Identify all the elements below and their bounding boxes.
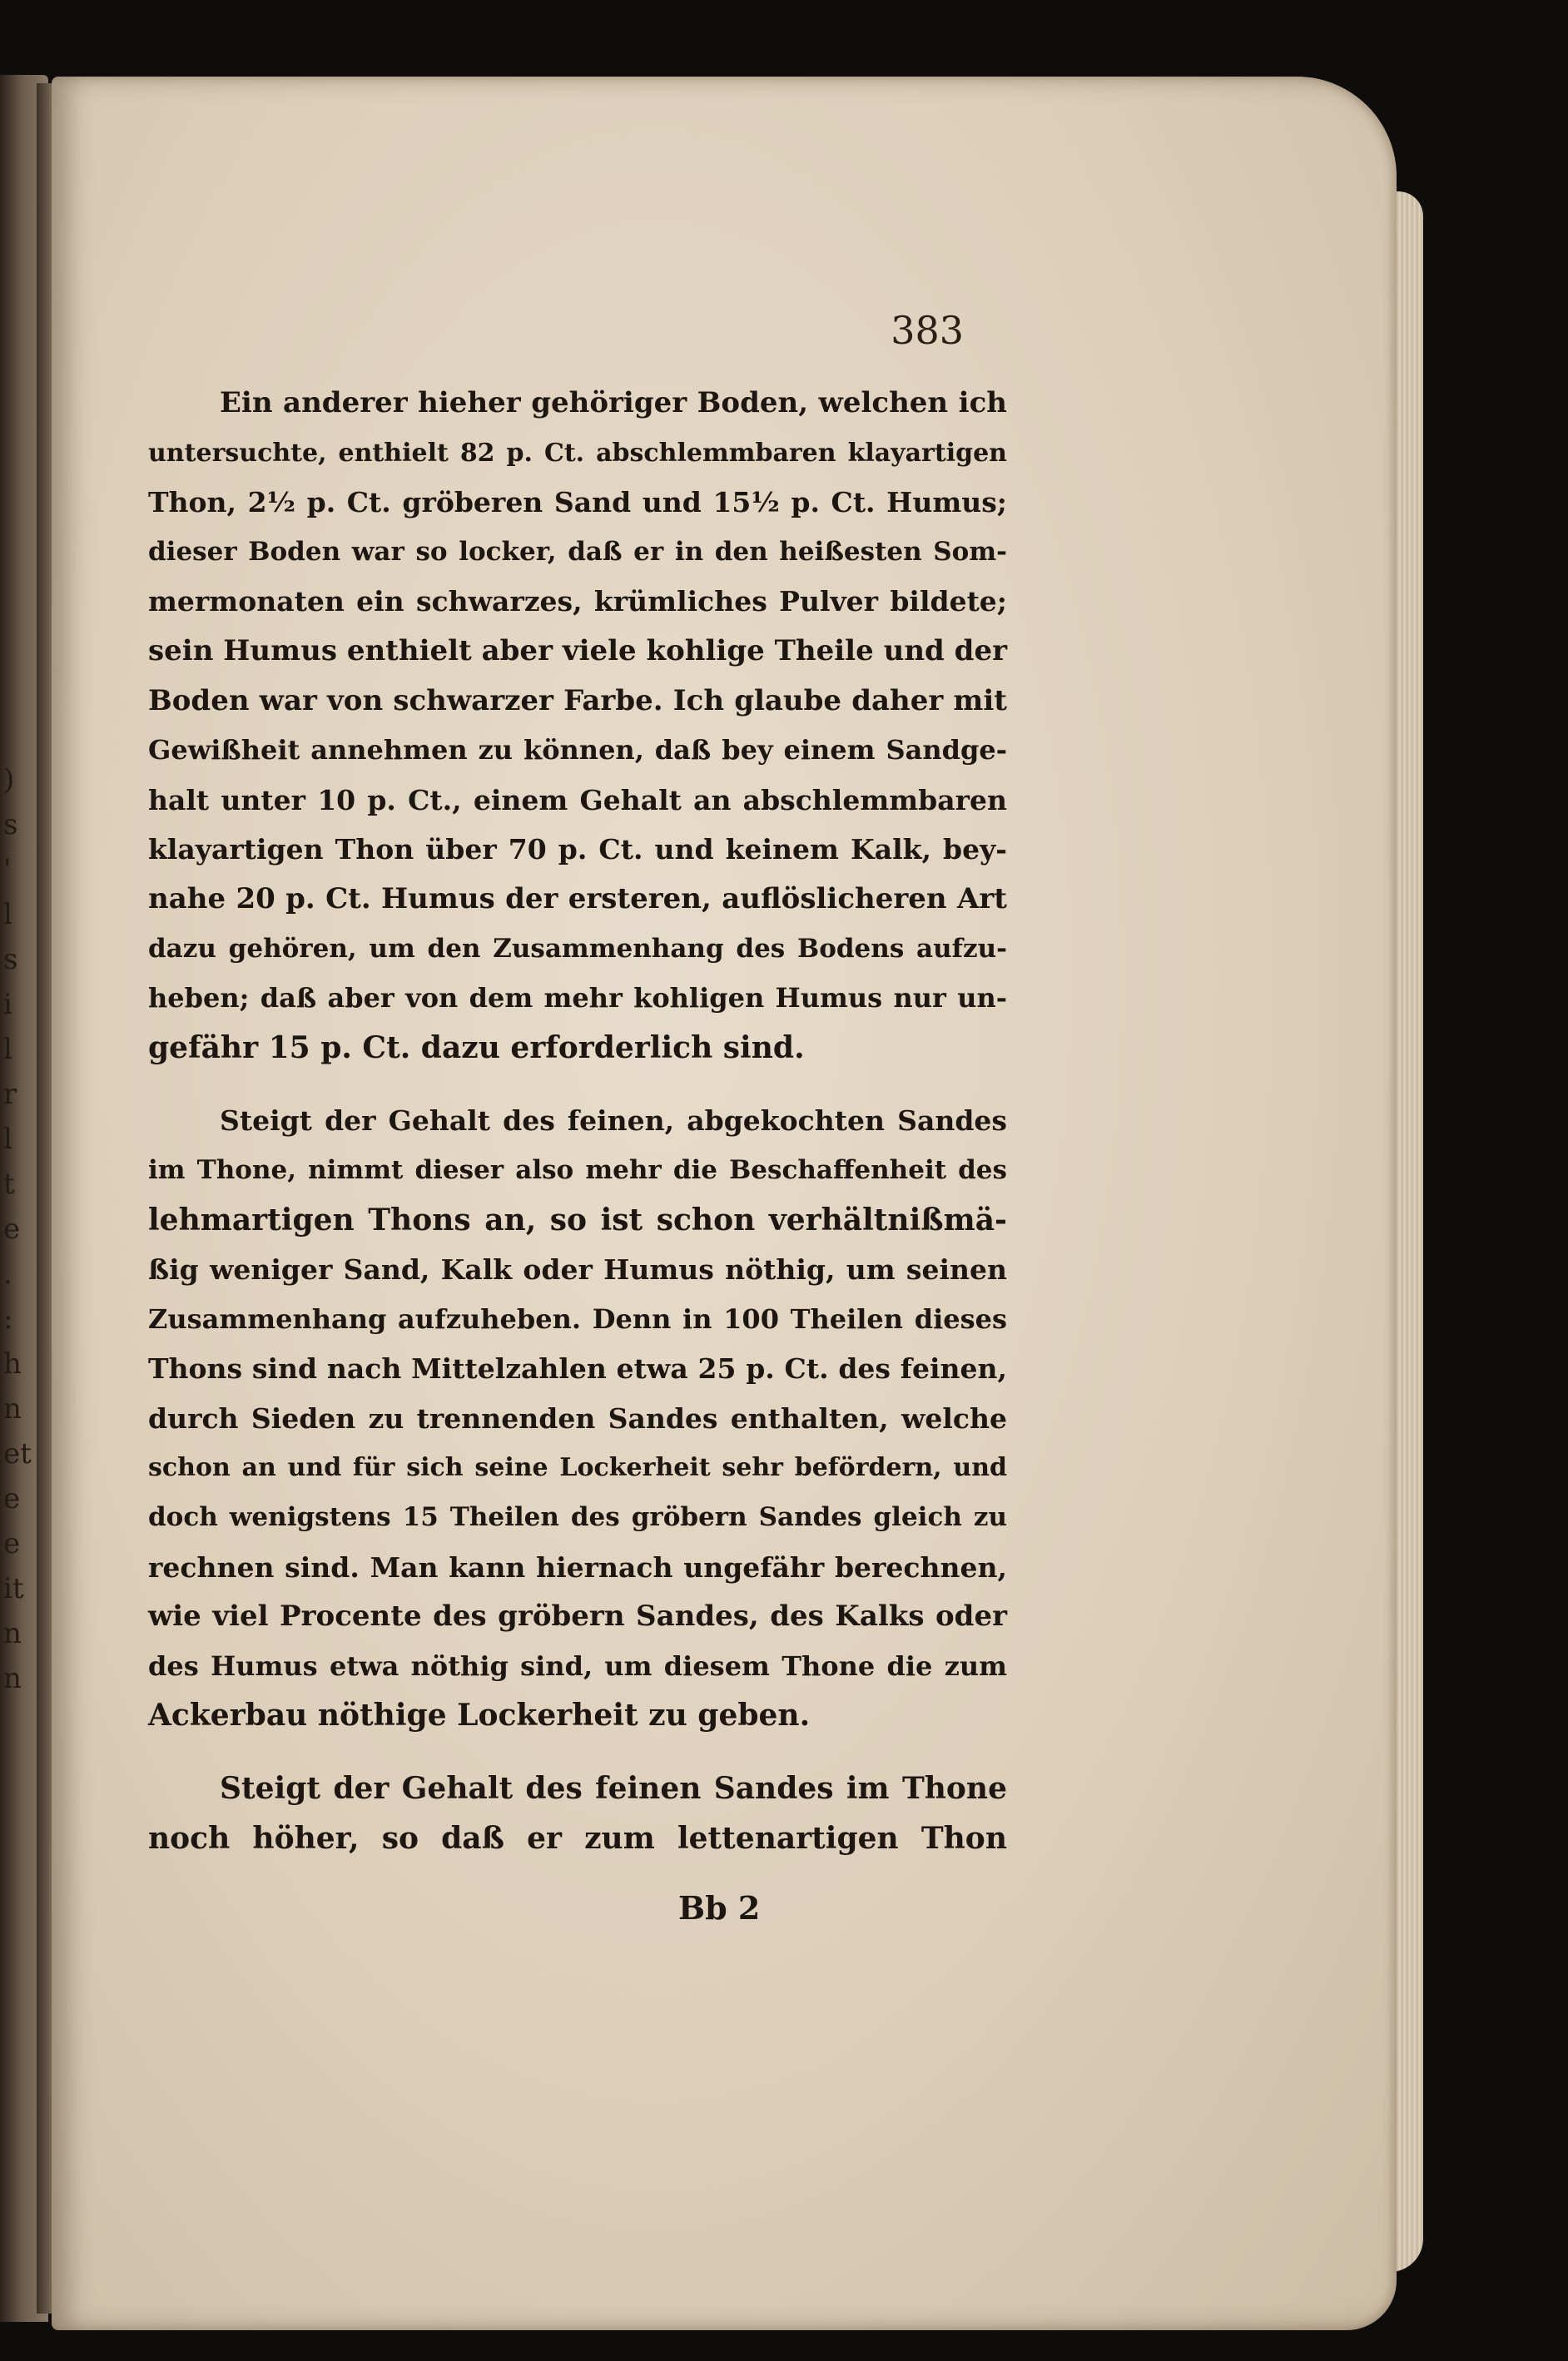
text-line: klayartigen Thon über 70 p. Ct. und keinem Kalk, bey- — [148, 833, 1007, 866]
text-line: Ackerbau nöthige Lockerheit zu geben. — [148, 1698, 811, 1734]
text-line: mermonaten ein schwarzes, krümliches Pulver bildete; — [148, 585, 1007, 618]
text-line: Thon, 2½ p. Ct. gröberen Sand und 15½ p. Ct. Humus; — [148, 486, 1007, 519]
paragraph — [148, 1764, 1007, 1863]
text-line: des Humus etwa nöthig sind, um diesem Thone die zum — [148, 1649, 1007, 1682]
text-line: Gewißheit annehmen zu können, daß bey einem Sandge- — [148, 734, 1007, 766]
text-line: Steigt der Gehalt des feinen Sandes im Thone — [220, 1771, 1007, 1807]
text-line: dazu gehören, um den Zusammenhang des Bodens aufzu- — [148, 933, 1007, 964]
facing-page-text-fragments: ) s ' l s i l r l t e . : h n et e e it n n — [3, 763, 32, 1695]
text-line: halt unter 10 p. Ct., einem Gehalt an abschlemmbaren — [148, 783, 1007, 816]
text-line: wie viel Procente des gröbern Sandes, des Kalks oder — [148, 1600, 1007, 1634]
text-line: Boden war von schwarzer Farbe. Ich glaube daher mit — [148, 683, 1007, 717]
text-line: nahe 20 p. Ct. Humus der ersteren, auflöslicheren Art — [148, 881, 1007, 915]
text-line: lehmartigen Thons an, so ist schon verhältnißmä- — [148, 1202, 1007, 1238]
paragraph — [148, 379, 1007, 1073]
text-line: dieser Boden war so locker, daß er in den heißesten Som- — [148, 536, 1007, 567]
text-line: heben; daß aber von dem mehr kohligen Humus nur un- — [148, 982, 1007, 1014]
text-line: schon an und für sich seine Lockerheit sehr befördern, und — [148, 1453, 1007, 1483]
paragraph — [148, 1096, 1007, 1741]
text-line: Steigt der Gehalt des feinen, abgekochten Sandes — [220, 1104, 1007, 1138]
text-line: ßig weniger Sand, Kalk oder Humus nöthig, um seinen — [148, 1253, 1007, 1287]
signature-mark: Bb 2 — [678, 1889, 761, 1927]
text-line: doch wenigstens 15 Theilen des gröbern Sandes gleich zu — [148, 1502, 1007, 1533]
text-line: Thons sind nach Mittelzahlen etwa 25 p. Ct. des feinen, — [148, 1352, 1007, 1386]
text-line: gefähr 15 p. Ct. dazu erforderlich sind. — [148, 1029, 805, 1065]
page-number: 383 — [891, 308, 964, 353]
text-line: noch höher, so daß er zum lettenartigen Thon — [148, 1820, 1007, 1856]
text-line: untersuchte, enthielt 82 p. Ct. abschlemmbaren klayartigen — [148, 438, 1007, 468]
body-text — [148, 379, 1007, 1863]
text-line: Ein anderer hieher gehöriger Boden, welchen ich — [220, 386, 1007, 419]
text-line: durch Sieden zu trennenden Sandes enthalten, welche — [148, 1401, 1007, 1435]
text-line: im Thone, nimmt dieser also mehr die Beschaffenheit des — [148, 1154, 1007, 1185]
text-line: Zusammenhang aufzuheben. Denn in 100 Theilen dieses — [148, 1302, 1007, 1335]
text-line: rechnen sind. Man kann hiernach ungefähr berechnen, — [148, 1550, 1007, 1584]
text-line: sein Humus enthielt aber viele kohlige Theile und der — [148, 633, 1007, 667]
